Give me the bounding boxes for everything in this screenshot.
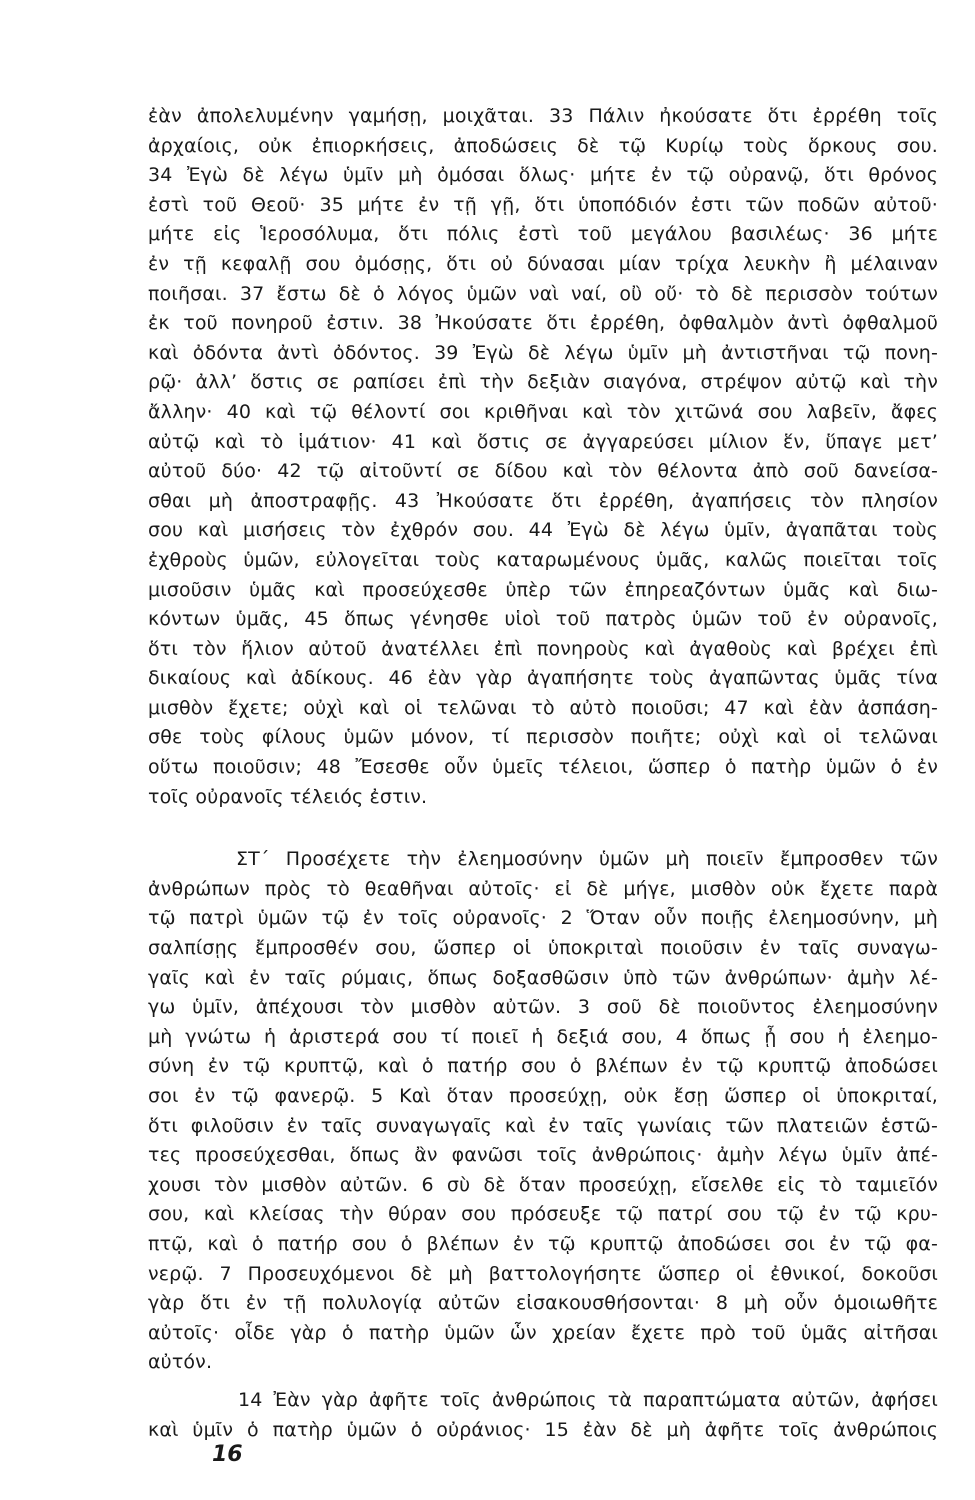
text-line: γω ὑμῖν, ἀπέχουσι τὸν μισθὸν αὐτῶν. 3 σοῦ δὲ ποιοῦντος ἐλεημοσύνην bbox=[148, 996, 938, 1019]
text-line: οὕτω ποιοῦσιν; 48 Ἔσεσθε οὖν ὑμεῖς τέλειοι, ὥσπερ ὁ πατὴρ ὑμῶν ὁ ἐν bbox=[148, 756, 938, 779]
text-line: τῷ πατρὶ ὑμῶν τῷ ἐν τοῖς οὐρανοῖς· 2 Ὅταν οὖν ποιῇς ἐλεημοσύνην, μὴ bbox=[148, 907, 938, 930]
text-line: μισοῦσιν ὑμᾶς καὶ προσεύχεσθε ὑπὲρ τῶν ἐπηρεαζόντων ὑμᾶς καὶ διω- bbox=[148, 578, 938, 601]
text-line: ἐκ τοῦ πονηροῦ ἐστιν. 38 Ἠκούσατε ὅτι ἐρρέθη, ὀφθαλμὸν ἀντὶ ὀφθαλμοῦ bbox=[148, 312, 938, 335]
text-line: μήτε εἰς Ἱεροσόλυμα, ὅτι πόλις ἐστὶ τοῦ μεγάλου βασιλέως· 36 μήτε bbox=[148, 223, 938, 246]
text-line: σθαι μὴ ἀποστραφῇς. 43 Ἠκούσατε ὅτι ἐρρέθη, ἀγαπήσεις τὸν πλησίον bbox=[148, 489, 938, 512]
text-line: ΣΤ΄ Προσέχετε τὴν ἐλεημοσύνην ὑμῶν μὴ ποιεῖν ἔμπροσθεν τῶν bbox=[236, 848, 938, 871]
text-line: ἀρχαίοις, οὐκ ἐπιορκήσεις, ἀποδώσεις δὲ τῷ Κυρίῳ τοὺς ὅρκους σου. bbox=[148, 134, 938, 157]
text-line: ἐχθροὺς ὑμῶν, εὐλογεῖται τοὺς καταρωμένους ὑμᾶς, καλῶς ποιεῖται τοῖς bbox=[148, 548, 938, 571]
text-line: γαῖς καὶ ἐν ταῖς ρύμαις, ὅπως δοξασθῶσιν ὑπὸ τῶν ἀνθρώπων· ἀμὴν λέ- bbox=[148, 966, 938, 989]
text-line: αὐτόν. bbox=[148, 1351, 213, 1374]
text-line: ἄλλην· 40 καὶ τῷ θέλοντί σοι κριθῆναι καὶ τὸν χιτῶνά σου λαβεῖν, ἄφες bbox=[148, 400, 938, 423]
text-line: αὐτῷ καὶ τὸ ἱμάτιον· 41 καὶ ὅστις σε ἀγγαρεύσει μίλιον ἕν, ὕπαγε μετ’ bbox=[148, 430, 938, 453]
text-line: σαλπίσῃς ἔμπροσθέν σου, ὥσπερ οἱ ὑποκριταὶ ποιοῦσιν ἐν ταῖς συναγω- bbox=[148, 937, 938, 960]
text-line: ἐν τῇ κεφαλῇ σου ὀμόσῃς, ὅτι οὐ δύνασαι μίαν τρίχα λευκὴν ἢ μέλαιναν bbox=[148, 252, 938, 275]
text-line: καὶ ὀδόντα ἀντὶ ὀδόντος. 39 Ἐγὼ δὲ λέγω ὑμῖν μὴ ἀντιστῆναι τῷ πονη- bbox=[148, 341, 938, 364]
text-line: σθε τοὺς φίλους ὑμῶν μόνον, τί περισσὸν ποιῆτε; οὐχὶ καὶ οἱ τελῶναι bbox=[148, 726, 938, 749]
text-line: σύνη ἐν τῷ κρυπτῷ, καὶ ὁ πατήρ σου ὁ βλέπων ἐν τῷ κρυπτῷ ἀποδώσει bbox=[148, 1055, 938, 1078]
text-line: γὰρ ὅτι ἐν τῇ πολυλογίᾳ αὐτῶν εἰσακουσθήσονται· 8 μὴ οὖν ὁμοιωθῆτε bbox=[148, 1292, 938, 1315]
text-line: ἐστὶ τοῦ Θεοῦ· 35 μήτε ἐν τῇ γῇ, ὅτι ὑποπόδιόν ἐστι τῶν ποδῶν αὐτοῦ· bbox=[148, 193, 938, 216]
paragraph-gap-small bbox=[148, 1378, 938, 1386]
paragraph-matthew-6 bbox=[148, 845, 938, 1378]
text-line: σου καὶ μισήσεις τὸν ἐχθρόν σου. 44 Ἐγὼ δὲ λέγω ὑμῖν, ἀγαπᾶται τοὺς bbox=[148, 519, 938, 542]
paragraph-gap bbox=[148, 812, 938, 845]
text-line: σοι ἐν τῷ φανερῷ. 5 Καὶ ὅταν προσεύχῃ, οὐκ ἔσῃ ὥσπερ οἱ ὑποκριταί, bbox=[148, 1085, 938, 1107]
paragraph-matthew-6-14 bbox=[148, 1386, 938, 1445]
text-line: τοῖς οὐρανοῖς τέλειός ἐστιν. bbox=[148, 785, 428, 808]
page-body bbox=[148, 102, 938, 1445]
text-line: ἀνθρώπων πρὸς τὸ θεαθῆναι αὐτοῖς· εἰ δὲ μήγε, μισθὸν οὐκ ἔχετε παρὰ bbox=[148, 877, 938, 900]
text-line: ὅτι τὸν ἥλιον αὐτοῦ ἀνατέλλει ἐπὶ πονηροὺς καὶ ἀγαθοὺς καὶ βρέχει ἐπὶ bbox=[148, 637, 938, 660]
text-line: πτῷ, καὶ ὁ πατήρ σου ὁ βλέπων ἐν τῷ κρυπτῷ ἀποδώσει σοι ἐν τῷ φα- bbox=[148, 1232, 938, 1255]
text-line: τες προσεύχεσθαι, ὅπως ἂν φανῶσι τοῖς ἀνθρώποις· ἀμὴν λέγω ὑμῖν ἀπέ- bbox=[148, 1144, 938, 1167]
text-line: ὅτι φιλοῦσιν ἐν ταῖς συναγωγαῖς καὶ ἐν ταῖς γωνίαις τῶν πλατειῶν ἑστῶ- bbox=[148, 1114, 938, 1137]
text-line: ἐὰν ἀπολελυμένην γαμήσῃ, μοιχᾶται. 33 Πάλιν ἠκούσατε ὅτι ἐρρέθη τοῖς bbox=[148, 105, 938, 127]
text-line: καὶ ὑμῖν ὁ πατὴρ ὑμῶν ὁ οὐράνιος· 15 ἐὰν δὲ μὴ ἀφῆτε τοῖς ἀνθρώποις bbox=[148, 1418, 938, 1441]
text-line: 14 Ἐὰν γὰρ ἀφῆτε τοῖς ἀνθρώποις τὰ παραπτώματα αὐτῶν, ἀφήσει bbox=[238, 1388, 938, 1411]
text-line: αὐτοῖς· οἶδε γὰρ ὁ πατὴρ ὑμῶν ὧν χρείαν ἔχετε πρὸ τοῦ ὑμᾶς αἰτῆσαι bbox=[148, 1321, 938, 1344]
text-line: δικαίους καὶ ἀδίκους. 46 ἐὰν γὰρ ἀγαπήσητε τοὺς ἀγαπῶντας ὑμᾶς τίνα bbox=[148, 667, 938, 690]
page-number: 16 bbox=[212, 1442, 243, 1467]
text-line: σου, καὶ κλείσας τὴν θύραν σου πρόσευξε τῷ πατρί σου τῷ ἐν τῷ κρυ- bbox=[148, 1203, 938, 1226]
text-line: μισθὸν ἔχετε; οὐχὶ καὶ οἱ τελῶναι τὸ αὐτὸ ποιοῦσι; 47 καὶ ἐὰν ἀσπάση- bbox=[148, 696, 938, 719]
text-line: κόντων ὑμᾶς, 45 ὅπως γένησθε υἱοὶ τοῦ πατρὸς ὑμῶν τοῦ ἐν οὐρανοῖς, bbox=[148, 608, 938, 631]
text-line: χουσι τὸν μισθὸν αὐτῶν. 6 σὺ δὲ ὅταν προσεύχῃ, εἴσελθε εἰς τὸ ταμιεῖόν bbox=[148, 1173, 938, 1196]
paragraph-matthew-5 bbox=[148, 102, 938, 812]
text-line: 34 Ἐγὼ δὲ λέγω ὑμῖν μὴ ὀμόσαι ὅλως· μήτε ἐν τῷ οὐρανῷ, ὅτι θρόνος bbox=[148, 164, 938, 187]
text-line: μὴ γνώτω ἡ ἀριστερά σου τί ποιεῖ ἡ δεξιά σου, 4 ὅπως ᾖ σου ἡ ἐλεημο- bbox=[148, 1025, 938, 1048]
text-line: ρῷ· ἀλλ’ ὅστις σε ραπίσει ἐπὶ τὴν δεξιὰν σιαγόνα, στρέψον αὐτῷ καὶ τὴν bbox=[148, 371, 938, 394]
text-line: νερῷ. 7 Προσευχόμενοι δὲ μὴ βαττολογήσητε ὥσπερ οἱ ἐθνικοί, δοκοῦσι bbox=[148, 1262, 938, 1285]
text-line: ποιῆσαι. 37 ἔστω δὲ ὁ λόγος ὑμῶν ναὶ ναί, οὒ οὔ· τὸ δὲ περισσὸν τούτων bbox=[148, 282, 938, 305]
text-line: αὐτοῦ δύο· 42 τῷ αἰτοῦντί σε δίδου καὶ τὸν θέλοντα ἀπὸ σοῦ δανείσα- bbox=[148, 460, 938, 483]
